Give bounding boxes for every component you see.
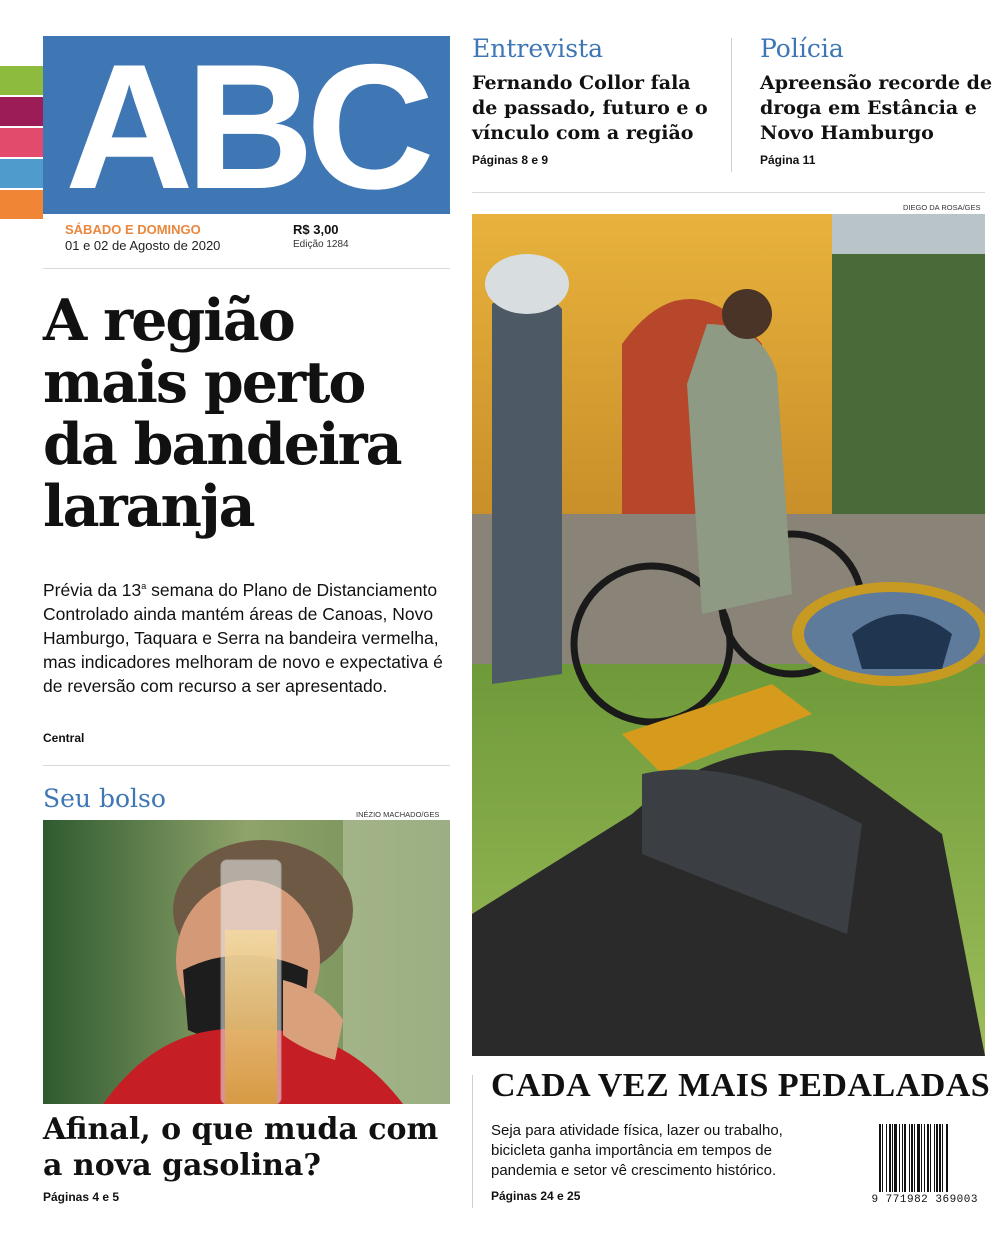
barcode (843, 1124, 978, 1206)
issue-date-block (65, 222, 220, 253)
teaser-interview[interactable] (472, 34, 722, 167)
teaser-divider (731, 38, 732, 172)
newspaper-logo[interactable]: ABC (65, 27, 427, 226)
divider (43, 765, 450, 766)
main-headline[interactable]: A região mais perto da bandeira laranja (43, 287, 401, 540)
gas-photo-credit: INÉZIO MACHADO/GES (356, 810, 440, 819)
barcode-bar (942, 1124, 943, 1192)
teaser-headline[interactable]: Fernando Collor fala de passado, futuro e o vínculo com a região (472, 72, 708, 144)
teaser-pages: Página 11 (760, 153, 816, 167)
bike-deck: Seja para atividade física, lazer ou trabalho, bicicleta ganha importância em tempos de pandemia e setor vê crescimento histórico. (491, 1122, 783, 1179)
barcode-bar (892, 1124, 893, 1192)
barcode-digits: 9 771982 369003 (871, 1194, 978, 1206)
barcode-bar (879, 1124, 881, 1192)
barcode-bar (886, 1124, 887, 1192)
barcode-bar (936, 1124, 938, 1192)
bike-pages: Páginas 24 e 25 (491, 1189, 581, 1203)
deck-text-start: Prévia da 13 (43, 579, 142, 600)
stripe-orange (0, 190, 43, 219)
divider (43, 268, 450, 269)
stripe-pink (0, 128, 43, 157)
barcode-bar (882, 1124, 883, 1192)
bike-headline[interactable]: CADA VEZ MAIS PEDALADAS (491, 1067, 991, 1104)
barcode-bar (924, 1124, 925, 1192)
barcode-bars (879, 1124, 978, 1192)
edition-number: Edição 1284 (293, 239, 349, 250)
barcode-bar (902, 1124, 903, 1192)
gas-photo[interactable] (43, 820, 450, 1104)
teaser-headline[interactable]: Apreensão recorde de droga em Estância e Novo Hamburgo (760, 72, 993, 144)
masthead-color-stripes (0, 66, 43, 221)
barcode-bar (911, 1124, 913, 1192)
teaser-kicker: Entrevista (472, 34, 604, 63)
ordinal-suffix: a (141, 581, 147, 591)
weekend-label: SÁBADO E DOMINGO (65, 222, 201, 237)
barcode-bar (927, 1124, 929, 1192)
teaser-kicker: Polícia (760, 34, 844, 63)
main-deck (43, 574, 453, 698)
deck-text-end: semana do Plano de Distanciamento Controlado ainda mantém áreas de Canoas, Novo Hamburgo, Taquara e Serra na bandeira vermelha, mas indicadores melhoram de novo e expectativa é de reversão com recurso a ser apresentado. (43, 579, 443, 696)
barcode-bar (946, 1124, 948, 1192)
cover-price: R$ 3,00 (293, 222, 339, 237)
barcode-bar (909, 1124, 910, 1192)
gas-kicker: Seu bolso (43, 784, 166, 813)
masthead (43, 27, 450, 226)
barcode-bar (917, 1124, 920, 1192)
barcode-bar (930, 1124, 931, 1192)
barcode-bar (889, 1124, 891, 1192)
stripe-blue (0, 159, 43, 188)
barcode-bar (939, 1124, 941, 1192)
barcode-bar (894, 1124, 897, 1192)
bike-photo[interactable] (472, 214, 985, 1056)
barcode-bar (899, 1124, 900, 1192)
stripe-green (0, 66, 43, 95)
barcode-bar (914, 1124, 915, 1192)
price-block (293, 222, 349, 250)
main-section-label: Central (43, 731, 85, 745)
issue-date: 01 e 02 de Agosto de 2020 (65, 238, 221, 253)
gas-pages: Páginas 4 e 5 (43, 1190, 120, 1204)
bike-photo-credit: DIEGO DA ROSA/GES (903, 203, 981, 212)
teaser-pages: Páginas 8 e 9 (472, 153, 549, 167)
stripe-purple (0, 97, 43, 126)
barcode-bar (921, 1124, 922, 1192)
barcode-bar (934, 1124, 935, 1192)
divider (472, 192, 985, 193)
barcode-bar (904, 1124, 906, 1192)
bike-divider (472, 1075, 473, 1208)
gas-headline[interactable]: Afinal, o que muda com a nova gasolina? (43, 1112, 439, 1183)
teaser-police[interactable] (760, 34, 1000, 167)
